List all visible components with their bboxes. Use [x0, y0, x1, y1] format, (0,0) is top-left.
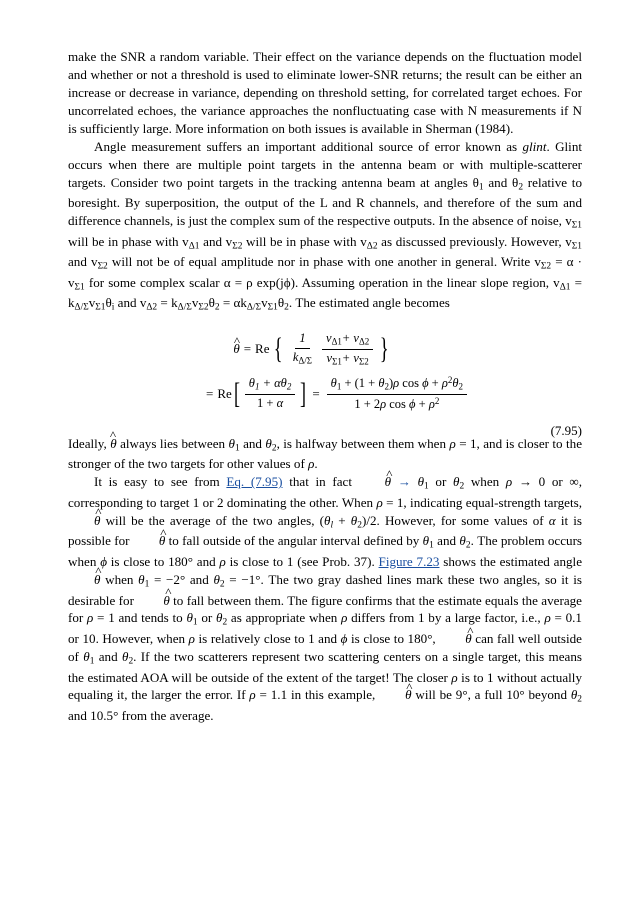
- theta-hat-symbol: ^ θ: [110, 435, 116, 453]
- paragraph-2-part-a: Angle measurement suffers an important additional source of error known as: [94, 138, 523, 154]
- paragraph-2-part-n: v: [88, 295, 96, 311]
- paragraph-2-part-f: and v: [199, 233, 233, 249]
- paragraph-2-part-n2: v: [191, 295, 199, 311]
- sub-delta-sigma-b: Δ/Σ: [177, 302, 192, 313]
- sub-delta2-b: Δ2: [146, 302, 158, 313]
- paragraph-3: Ideally, ^ θ always lies between $\theta_1$ and $\theta_2$, is halfway between them when ρ = 1, and is closer to the stronger of the two targets for other values of ρ.: [68, 435, 582, 474]
- left-brace-icon: {: [273, 332, 283, 366]
- paragraph-1-text: make the SNR a random variable. Their effect on the variance depends on the fluctuation model and whether or not a threshold is used to eliminate lower-SNR returns; the result can be either an increase or decrease in variance, depending on threshold setting, for correlated target echoes. For uncorrelated echoes, the variance approaches the nonfluctuating case with N measurements if N is sufficiently large. More information on both issues is available in Sherman (1984).: [68, 49, 582, 136]
- sub-sigma2-c: Σ2: [540, 261, 552, 272]
- sub-delta-sigma-c: Δ/Σ: [246, 302, 262, 313]
- fraction-denominator: 1 + α: [257, 395, 284, 410]
- paragraph-2-part-i: and v: [68, 254, 98, 270]
- equation-7-95: [68, 329, 582, 438]
- paragraph-2-part-b: . Glint occurs when there are multiple point targets in the antenna beam or with multiple-scatterer targets. Consider two point targets in the tracking antenna beam at angles θ: [68, 138, 582, 190]
- fraction-v-ratio: [322, 331, 373, 368]
- sub-2-c: 2: [284, 302, 289, 313]
- paragraph-2-part-t: . The estimated angle becomes: [288, 295, 450, 311]
- fraction-numerator: $v_{\Delta 1}+ v_{\Delta 2}$: [322, 331, 373, 350]
- re-operator-1: Re: [255, 341, 270, 357]
- paragraph-2-part-d: relative to boresight. By superposition, the output of the L and R channels, and therefore of the sum and difference channels, is just the complex sum of the respective outputs. In the absence of noise, v: [68, 174, 582, 229]
- sub-sigma1: Σ1: [571, 220, 582, 231]
- paragraph-2-part-l: for some complex scalar α = ρ exp(jϕ). Assuming operation in the linear slope region, v: [84, 274, 560, 290]
- fraction-expanded: [327, 375, 467, 412]
- paragraph-2-part-r: θ: [208, 295, 215, 311]
- paragraph-2-part-c: and θ: [483, 174, 519, 190]
- figure-reference-link[interactable]: Figure 7.23: [378, 554, 440, 569]
- sub-sigma2-d: Σ2: [198, 302, 209, 313]
- paragraph-2-part-q: = k: [157, 295, 178, 311]
- paragraph-2: [68, 138, 582, 315]
- paragraph-2-part-h: as discussed previously. However, v: [377, 233, 572, 249]
- sub-delta2: Δ2: [366, 241, 378, 252]
- paragraph-2-part-s: = αk: [219, 295, 247, 311]
- fraction-theta-alpha: [245, 376, 296, 411]
- sub-i: i: [111, 302, 115, 313]
- fraction-denominator: 1 + 2ρ $\cos \phi + \rho^2$: [354, 395, 440, 411]
- sub-delta-sigma: Δ/Σ: [74, 302, 89, 313]
- sub-sigma1-e: Σ1: [267, 302, 278, 313]
- sub-sigma2: Σ2: [232, 241, 243, 252]
- paragraph-2-part-j: will not be of equal amplitude nor in phase with one another in general. Write v: [107, 254, 541, 270]
- sub-sigma1-c: Σ1: [74, 282, 85, 293]
- fraction-numerator: 1: [295, 331, 309, 349]
- glint-term: glint: [522, 138, 547, 154]
- equation-lhs: ^ θ: [233, 341, 239, 357]
- paragraph-4: It is easy to see from Eq. (7.95) that in fact ^ $\theta \to \theta_1$ or $\theta_2$ when ρ → 0 or ∞, corresponding to target 1 or 2 dominating the other. When ρ = 1, indicating equal-strength targets, ^ θ will be the average of the two angles, $(\theta_l + \theta_2)/2$. However, for some values of α it is possible for ^ θ to fall outside of the angular interval defined by $\theta_1$ and $\theta_2$. The problem occurs when ϕ is close to 180° and ρ is close to 1 (see Prob. 37). Figure 7.23 shows the estimated angle ^ θ when $\theta_1 = -2^\circ$ and $\theta_2 = -1^\circ$. The two gray dashed lines mark these two angles, so it is desirable for ^ θ to fall between them. The figure confirms that the estimate equals the average for ρ = 1 and tends to $\theta_1$ or $\theta_2$ as appropriate when ρ differs from 1 by a large factor, i.e., ρ = 0.1 or 10. However, when ρ is relatively close to 1 and ϕ is close to 180°, ^ θ can fall well outside of $\theta_1$ and $\theta_2$. If the two scatterers represent two scattering centers on a single target, this means the estimated AOA will be outside of the extent of the target! The closer ρ is to 1 without actually equaling it, the larger the error. If ρ = 1.1 in this example, ^ θ will be 9°, a full 10° beyond $\theta_2$ and 10.5° from the average.: [68, 473, 582, 725]
- left-bracket-icon: [: [233, 376, 240, 410]
- sub-delta1: Δ1: [188, 241, 200, 252]
- sub-2-b: 2: [214, 302, 220, 313]
- paragraph-2-part-n3: v: [261, 295, 268, 311]
- equation-body: [68, 329, 582, 414]
- re-operator-2: Re: [217, 385, 232, 401]
- paragraph-2-part-g: will be in phase with v: [242, 233, 367, 249]
- equation-number: (7.95): [550, 422, 582, 438]
- paragraph-2-part-k: = α · v: [68, 254, 582, 290]
- paragraph-2-part-m: = k: [68, 274, 582, 311]
- sub-sigma1-b: Σ1: [571, 241, 582, 252]
- sub-sigma1-d: Σ1: [95, 302, 106, 313]
- fraction-1-over-k: [289, 331, 316, 366]
- fraction-numerator: $\theta_1 + \alpha\theta_2$: [245, 376, 296, 395]
- fraction-denominator: $v_{\Sigma 1}+ v_{\Sigma 2}$: [326, 350, 369, 367]
- sub-1: 1: [478, 182, 484, 193]
- fraction-numerator: $\theta_1 + (1 + \theta_2)\rho$ $\cos \phi + \rho^2\theta_2$: [327, 375, 467, 395]
- paragraph-2-part-p: and v: [114, 295, 147, 311]
- sub-2: 2: [518, 182, 524, 193]
- sub-delta1-b: Δ1: [559, 282, 571, 293]
- right-brace-icon: }: [380, 332, 389, 366]
- equation-line-1: ^ θ = Re { $\frac{1}{k_{\Delta/\Sigma}}$ $\frac{v_{\Delta 1}+ v_{\Delta 2}}{v_{\Sigma 1}+ v_{\Sigma 2}}$ }: [233, 331, 392, 368]
- fraction-denominator: $k_{\Delta/\Sigma}$: [292, 350, 312, 366]
- equation-reference-link[interactable]: Eq. (7.95): [226, 474, 283, 490]
- paragraph-2-part-theta: θ: [277, 295, 285, 311]
- paragraph-2-part-o: θ: [105, 295, 112, 311]
- sub-sigma2-b: Σ2: [97, 261, 108, 272]
- paragraph-1: [68, 48, 582, 138]
- paragraph-2-part-e: will be in phase with v: [68, 233, 189, 249]
- equation-line-2: = Re [ $\frac{\theta_1 + \alpha\theta_2}{1 + \alpha}$ ] = $\frac{\theta_1 + (1 + \theta_2)\rho \cos \phi + \rho^2\theta_2}{1 + 2\rho \cos \phi + \rho^2}$: [206, 375, 470, 412]
- right-bracket-icon: ]: [300, 376, 307, 410]
